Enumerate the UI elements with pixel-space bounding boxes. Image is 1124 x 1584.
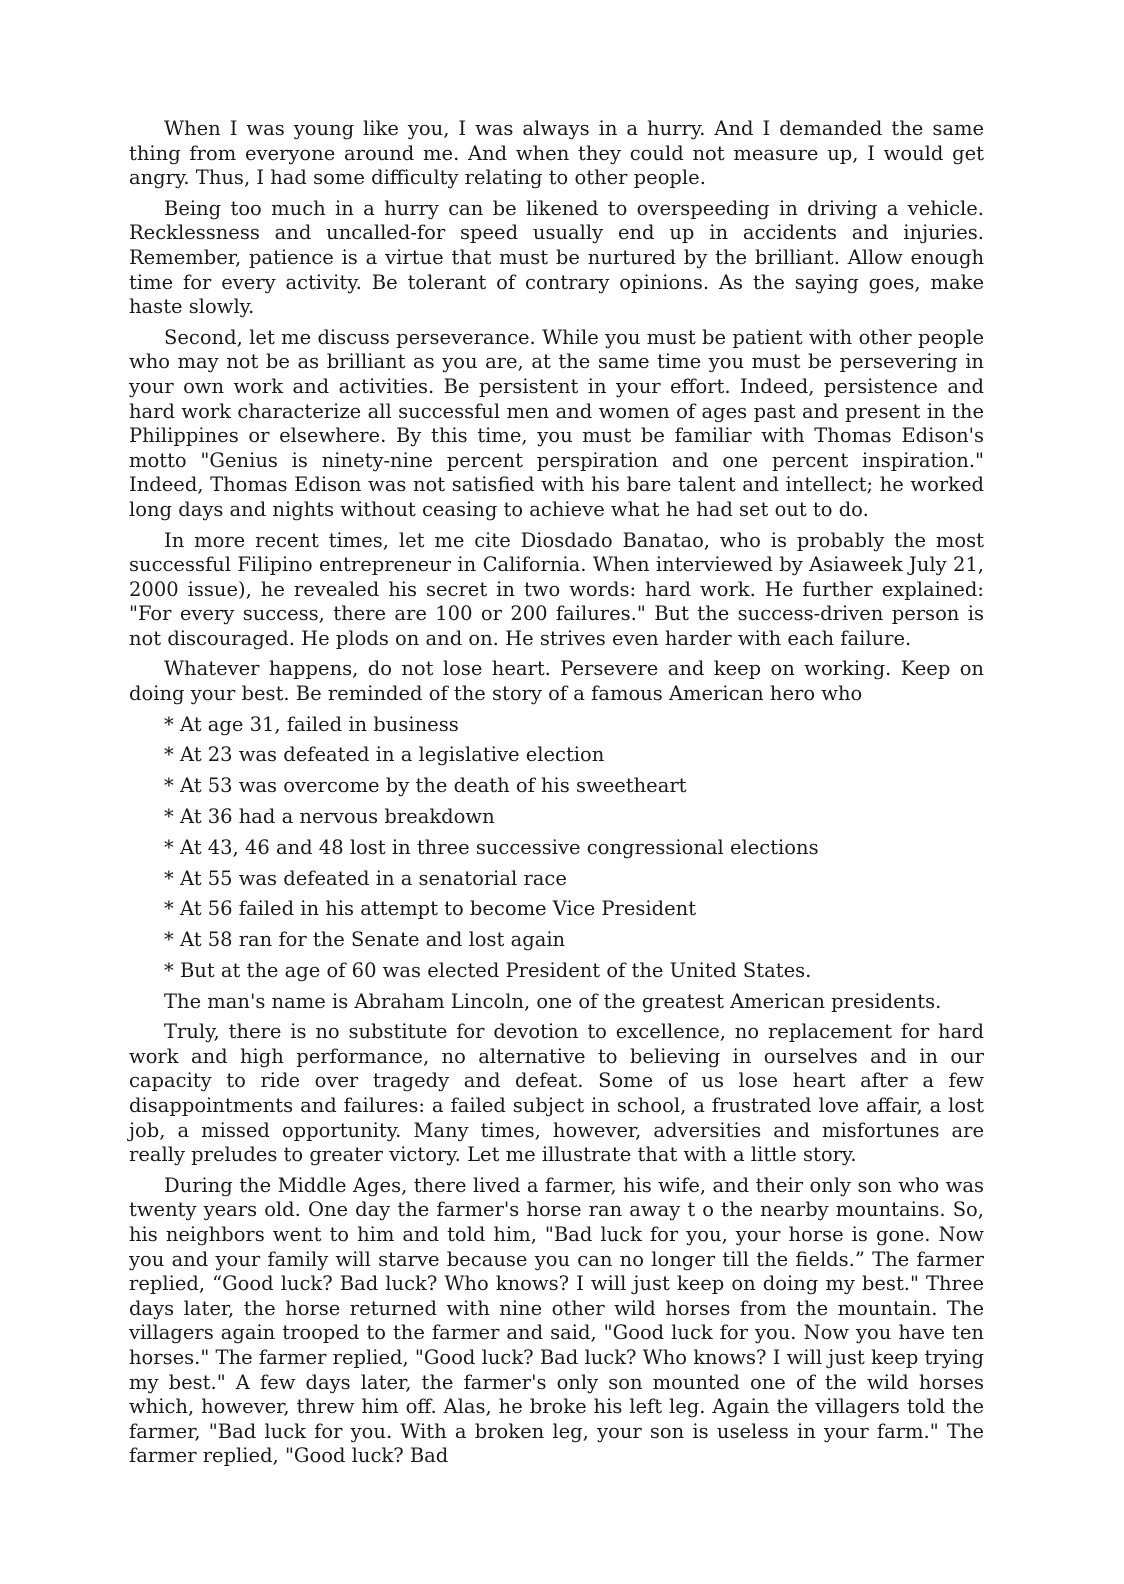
paragraph-farmer-story: During the Middle Ages, there lived a farmer, his wife, and their only son who was twenty years old. One day the farmer's horse ran away t o the nearby mountains. So, his neighbors went to him and told him, "Bad luck for you, your horse is gone. Now you and your family will starve because you can no longer till the fields.” The farmer replied, “Good luck? Bad luck? Who knows? I will just keep on doing my best." Three days later, the horse returned with nine other wild horses from the mountain. The villagers again trooped to the farmer and said, "Good luck for you. Now you have ten horses." The farmer replied, "Good luck? Bad luck? Who knows? I will just keep trying my best." A few days later, the farmer's only son mounted one of the wild horses which, however, threw him off. Alas, he broke his left leg. Again the villagers told the farmer, "Bad luck for you. With a broken leg, your son is useless in your farm." The farmer replied, "Good luck? Bad (129, 1173, 984, 1468)
list-item: * At age 31, failed in business (164, 712, 459, 736)
list-item: * At 43, 46 and 48 lost in three successive congressional elections (164, 835, 819, 859)
document-page (129, 117, 984, 1469)
list-item: * At 55 was defeated in a senatorial race (164, 866, 567, 890)
paragraph-impatience: When I was young like you, I was always in a hurry. And I demanded the same thing from everyone around me. And when they could not measure up, I would get angry. Thus, I had some difficulty relating to other people. (129, 117, 984, 190)
paragraph-banatao: In more recent times, let me cite Diosdado Banatao, who is probably the most successful Filipino entrepreneur in California. When interviewed by Asiaweek July 21, 2000 issue), he revealed his secret in two words: hard work. He further explained: "For every success, there are 100 or 200 failures." But the success-driven person is not discouraged. He plods on and on. He strives even harder with each failure. (129, 528, 984, 650)
paragraph-excellence: Truly, there is no substitute for devotion to excellence, no replacement for hard work and high performance, no alternative to believing in ourselves and in our capacity to ride over tragedy and defeat. Some of us lose heart after a few disappointments and failures: a failed subject in school, a frustrated love affair, a lost job, a missed opportunity. Many times, however, adversities and misfortunes are really preludes to greater victory. Let me illustrate that with a little story. (129, 1020, 984, 1167)
list-item: * At 58 ran for the Senate and lost again (164, 928, 566, 952)
paragraph-hurry: Being too much in a hurry can be likened to overspeeding in driving a vehicle. Recklessness and uncalled-for speed usually end up in accidents and injuries. Remember, patience is a virtue that must be nurtured by the brilliant. Allow enough time for every activity. Be tolerant of contrary opinions. As the saying goes, make haste slowly. (129, 196, 984, 319)
paragraph-perseverance: Second, let me discuss perseverance. While you must be patient with other people who may not be as brilliant as you are, at the same time you must be persevering in your own work and activities. Be persistent in your effort. Indeed, persistence and hard work characterize all successful men and women of ages past and present in the Philippines or elsewhere. By this time, you must be familiar with Thomas Edison's motto "Genius is ninety-nine percent perspiration and one percent inspiration." Indeed, Thomas Edison was not satisfied with his bare talent and intellect; he worked long days and nights without ceasing to achieve what he had set out to do. (129, 325, 984, 521)
lincoln-list (129, 713, 984, 984)
paragraph-lincoln: The man's name is Abraham Lincoln, one of the greatest American presidents. (164, 989, 942, 1013)
list-item: * At 53 was overcome by the death of his sweetheart (164, 774, 687, 798)
list-item: * But at the age of 60 was elected President of the United States. (164, 958, 812, 982)
list-item: * At 23 was defeated in a legislative election (164, 743, 605, 767)
paragraph-lose-heart: Whatever happens, do not lose heart. Persevere and keep on working. Keep on doing your best. Be reminded of the story of a famous American hero who (129, 657, 984, 706)
list-item: * At 56 failed in his attempt to become Vice President (164, 897, 697, 921)
list-item: * At 36 had a nervous breakdown (164, 805, 495, 828)
